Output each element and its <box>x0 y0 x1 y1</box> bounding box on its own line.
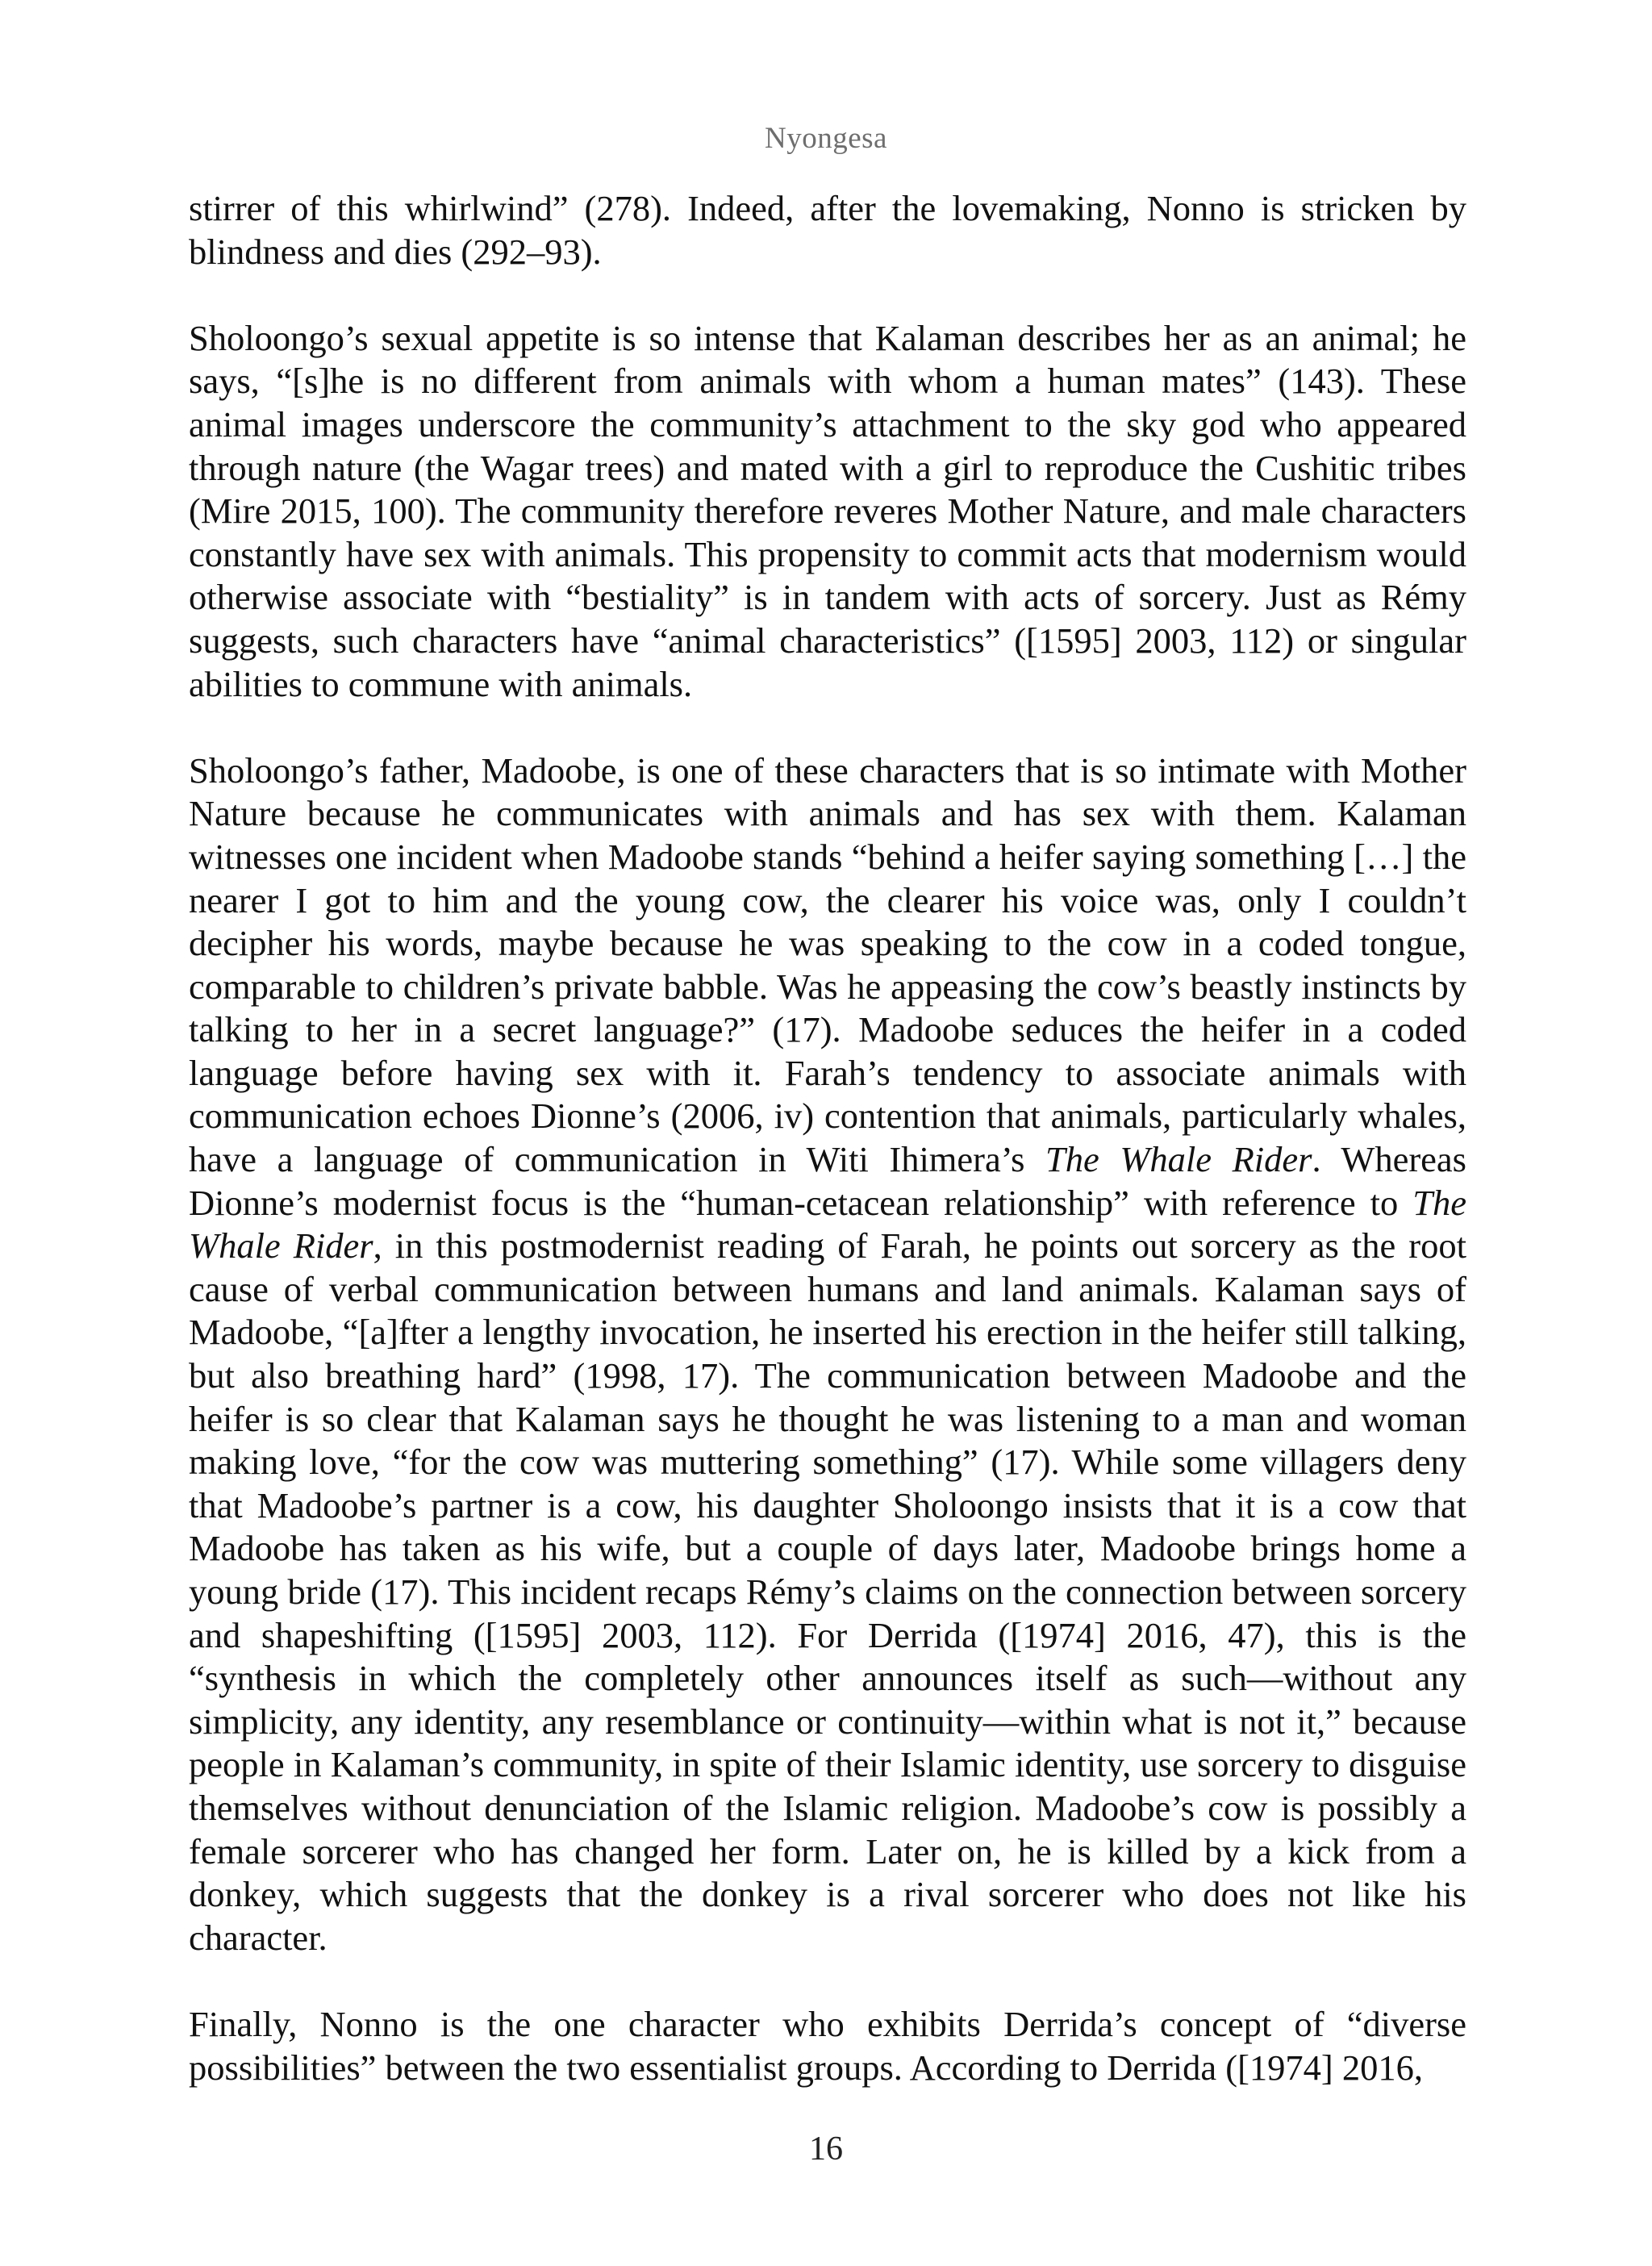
paragraph-3-text-a: Sholoongo’s father, Madoobe, is one of these characters that is so intimate with Mother Nature because he communicates with animals and has sex with them. Kalaman witnesses one incident when Madoobe stands “behind a heifer saying something […] the nearer I got to him and the young cow, the clearer his voice was, only I couldn’t decipher his words, maybe because he was speaking to the cow in a coded tongue, comparable to children’s private babble. Was he appeasing the cow’s beastly instincts by talking to her in a secret language?” (17). Madoobe seduces the heifer in a coded language before having sex with it. Farah’s tendency to associate animals with communication echoes Dionne’s (2006, iv) contention that animals, particularly whales, have a language of communication in Witi Ihimera’s <box>189 749 1466 1180</box>
paragraph-3 <box>189 749 1466 1960</box>
paragraph-3-text-b: . Whereas Dionne’s modernist focus is the “human-cetacean relationship” with reference to <box>189 1139 1466 1223</box>
book-title-the-whale-rider-2: The Whale Rider <box>189 1182 1466 1267</box>
article-body <box>189 187 1466 2089</box>
book-title-the-whale-rider: The Whale Rider <box>1045 1139 1312 1180</box>
running-head: Nyongesa <box>765 122 887 155</box>
paragraph-3-text-c: , in this postmodernist reading of Farah, he points out sorcery as the root cause of verbal communication between humans and land animals. Kalaman says of Madoobe, “[a]fter a lengthy invocation, he inserted his erection in the heifer still talking, but also breathing hard” (1998, 17). The communication between Madoobe and the heifer is so clear that Kalaman says he thought he was listening to a man and woman making love, “for the cow was muttering something” (17). While some villagers deny that Madoobe’s partner is a cow, his daughter Sholoongo insists that it is a cow that Madoobe has taken as his wife, but a couple of days later, Madoobe brings home a young bride (17). This incident recaps Rémy’s claims on the connection between sorcery and shapeshifting ([1595] 2003, 112). For Derrida ([1974] 2016, 47), this is the “synthesis in which the completely other announces itself as such—without any simplicity, any identity, any resemblance or continuity—within what is not it,” because people in Kalaman’s community, in spite of their Islamic identity, use sorcery to disguise themselves without denunciation of the Islamic religion. Madoobe’s cow is possibly a female sorcerer who has changed her form. Later on, he is killed by a kick from a donkey, which suggests that the donkey is a rival sorcerer who does not like his character. <box>189 1225 1466 1958</box>
paragraph-2: Sholoongo’s sexual appetite is so intense that Kalaman describes her as an animal; he says, “[s]he is no different from animals with whom a human mates” (143). These animal images underscore the community’s attachment to the sky god who appeared through nature (the Wagar trees) and mated with a girl to reproduce the Cushitic tribes (Mire 2015, 100). The community therefore reveres Mother Nature, and male characters constantly have sex with animals. This propensity to commit acts that modernism would otherwise associate with “bestiality” is in tandem with acts of sorcery. Just as Rémy suggests, such characters have “animal characteristics” ([1595] 2003, 112) or singular abilities to commune with animals. <box>189 317 1466 704</box>
paragraph-4: Finally, Nonno is the one character who exhibits Derrida’s concept of “diverse possibilities” between the two essentialist groups. According to Derrida ([1974] 2016, <box>189 2003 1466 2088</box>
page-number: 16 <box>809 2130 843 2168</box>
paragraph-1: stirrer of this whirlwind” (278). Indeed, after the lovemaking, Nonno is stricken by blindness and dies (292–93). <box>189 188 1466 272</box>
